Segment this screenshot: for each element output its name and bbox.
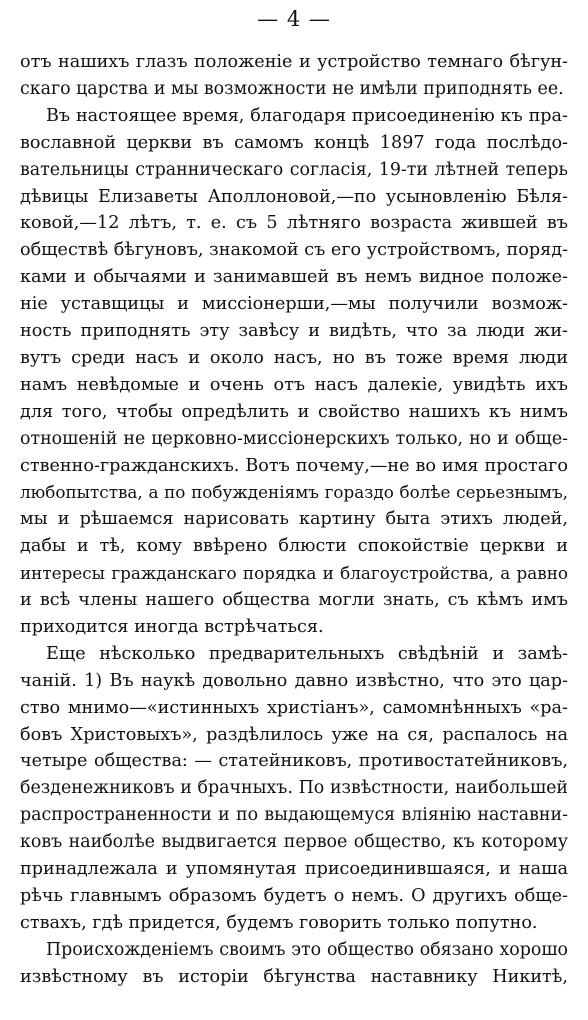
text-line: намъ невѣдомые и очень отъ насъ далекіе, увидѣть ихъ: [20, 374, 568, 395]
text-line: для того, чтобы опредѣлить и свойство нашихъ къ нимъ: [20, 401, 568, 422]
text-line: дѣвицы Елизаветы Аполлоновой,—по усыновленію Бѣля-: [20, 186, 568, 207]
text-line: ковъ наиболѣе выдвигается первое общество, къ которому: [20, 832, 568, 853]
text-line: ность приподнять эту завѣсу и видѣть, что за люди жи-: [20, 321, 568, 341]
text-line: ство мнимо—«истинныхъ христіанъ», самомнѣнныхъ «ра-: [20, 697, 568, 718]
text-line: Еще нѣсколько предварительныхъ свѣдѣній и замѣ-: [46, 643, 568, 664]
text-line: дабы и тѣ, кому ввѣрено блюсти спокойствіе церкви и: [20, 536, 568, 557]
text-line: отношеній не церковно-миссіонерскихъ только, но и обще-: [20, 428, 568, 449]
text-line: вательницы странническаго согласія, 19-ти лѣтней теперь: [20, 159, 568, 180]
text-line: распространенности и по выдающемуся вліянію наставни-: [20, 805, 568, 826]
page-number-header: — 4 —: [257, 7, 331, 31]
text-line: приходится иногда встрѣчаться.: [20, 616, 324, 637]
text-line: принадлежала и упомянутая присоединившаяся, и наша: [20, 859, 568, 879]
text-line: скаго царства и мы возможности не имѣли приподнять ее.: [20, 78, 564, 99]
text-line: четыре общества: — статейниковъ, противостатейниковъ,: [20, 751, 568, 772]
text-line: обществѣ бѣгуновъ, знакомой съ его устройствомъ, поряд-: [20, 240, 568, 261]
text-line: Происхожденіемъ своимъ это общество обязано хорошо: [46, 939, 568, 960]
text-line: и всѣ члены нашего общества могли знать, съ кѣмъ имъ: [20, 590, 568, 610]
text-line: ками и обычаями и занимавшей въ немъ видное положе-: [20, 267, 568, 288]
text-line: безденежниковъ и брачныхъ. По извѣстности, наибольшей: [20, 778, 568, 799]
text-line: извѣстному въ исторіи бѣгунства наставнику Никитѣ,: [20, 966, 568, 987]
text-line: отъ нашихъ глазъ положеніе и устройство темнаго бѣгун-: [20, 52, 568, 72]
text-line: мы и рѣшаемся нарисовать картину быта этихъ людей,: [20, 509, 568, 530]
text-line: вутъ среди насъ и около насъ, но въ тоже время люди: [20, 347, 568, 368]
text-line: ковой,—12 лѣтъ, т. е. съ 5 лѣтняго возраста жившей въ: [20, 213, 568, 234]
text-line: интересы гражданскаго порядка и благоустройства, а равно: [20, 563, 568, 584]
text-line: Въ настоящее время, благодаря присоединенію къ пра-: [46, 105, 568, 126]
text-line: ствахъ, гдѣ придется, будемъ говорить только попутно.: [20, 912, 538, 933]
text-line: чаній. 1) Въ наукѣ довольно давно извѣстно, что это цар-: [20, 670, 568, 691]
text-line: ніе уставщицы и миссіонерши,—мы получили возмож-: [20, 294, 568, 315]
text-line: любопытства, а по побужденіямъ гораздо болѣе серьезнымъ,: [20, 482, 568, 503]
text-line: вославной церкви въ самомъ концѣ 1897 года послѣдо-: [20, 132, 568, 153]
text-line: рѣчь главнымъ образомъ будетъ о немъ. О другихъ обще-: [20, 885, 568, 906]
text-line: ственно-гражданскихъ. Вотъ почему,—не во имя простаго: [20, 455, 568, 476]
text-line: бовъ Христовыхъ», раздѣлилось уже на ся, распалось на: [20, 724, 568, 745]
